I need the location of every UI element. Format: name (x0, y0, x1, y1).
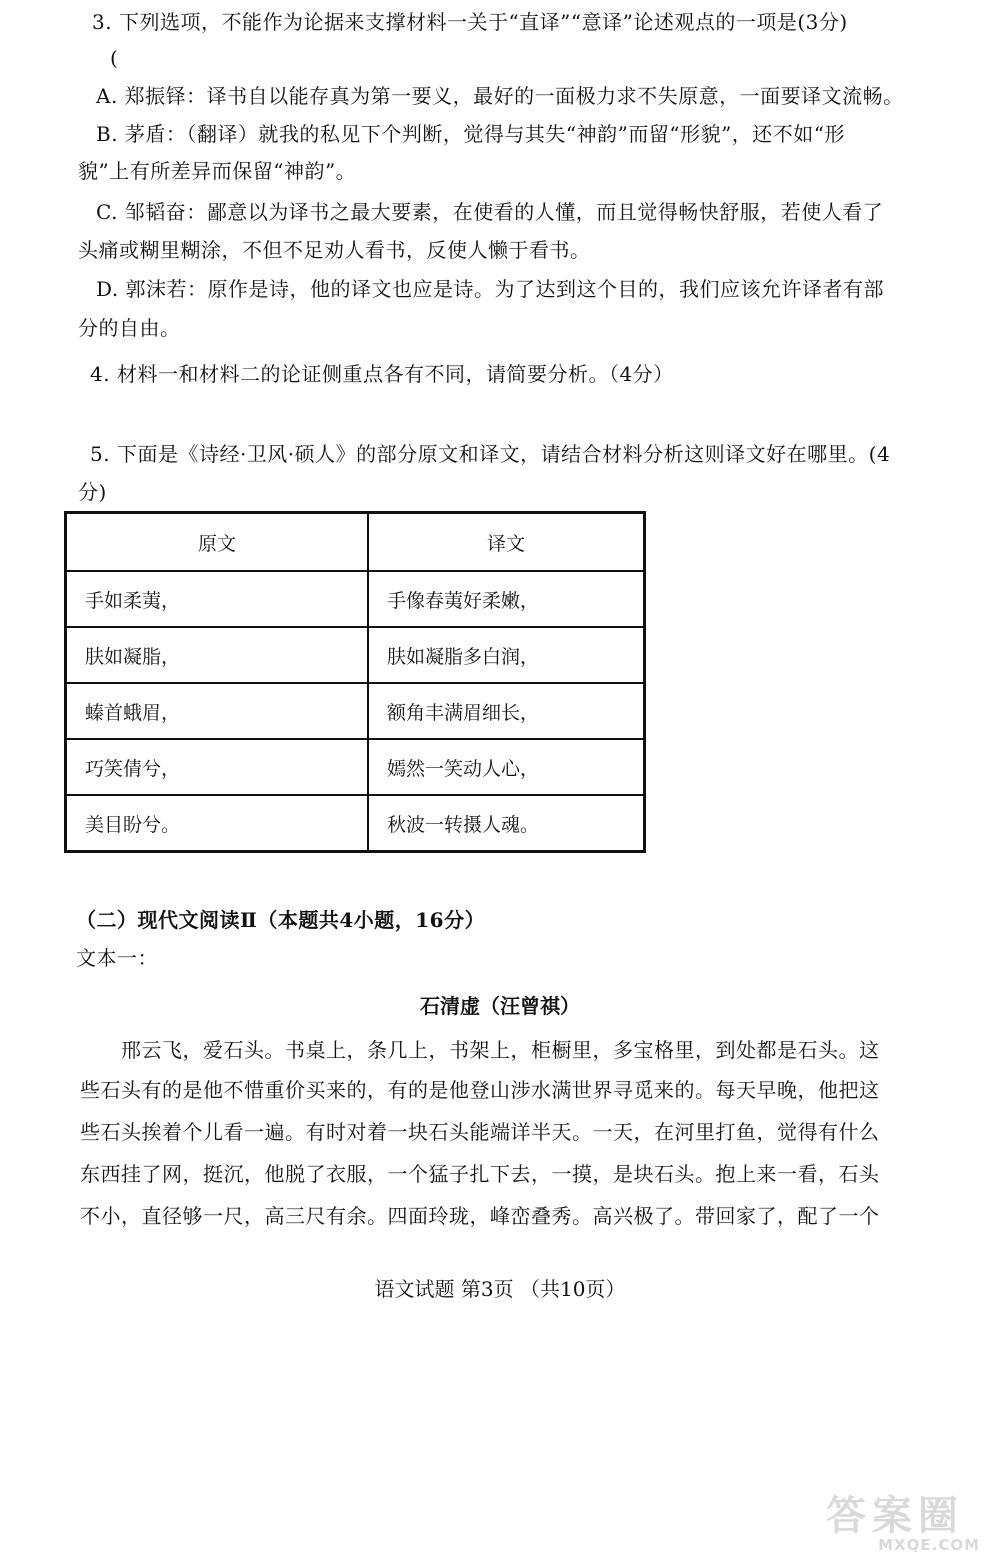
story-paragraph-line: 邢云飞，爱石头。书桌上，条几上，书架上，柜橱里，多宝格里，到处都是石头。这 (80, 1038, 880, 1062)
table-cell-translation: 额角丰满眉细长， (368, 683, 645, 739)
question-5-line1: 5. 下面是《诗经·卫风·硕人》的部分原文和译文，请结合材料分析这则译文好在哪里。(4 (90, 442, 891, 466)
question-5-line2: 分) (78, 480, 107, 504)
watermark-url: MXQE.COM (878, 1536, 980, 1554)
table-cell-original: 手如柔荑， (66, 571, 369, 627)
option-a: A. 郑振铎：译书自以能存真为第一要义，最好的一面极力求不失原意，一面要译文流畅。 (96, 84, 904, 108)
table-cell-original: 巧笑倩兮， (66, 739, 369, 795)
page-footer: 语文试题 第3页 （共10页） (374, 1277, 626, 1301)
table-row (66, 627, 645, 683)
watermark-logo (826, 1493, 986, 1556)
option-c-line2: 头痛或糊里糊涂，不但不足劝人看书，反使人懒于看书。 (78, 238, 591, 262)
table-row (66, 739, 645, 795)
translation-table (64, 511, 646, 853)
story-paragraph-line: 些石头有的是他不惜重价买来的，有的是他登山涉水满世界寻觅来的。每天早晚，他把这 (80, 1078, 880, 1102)
story-paragraph-line: 东西挂了网，挺沉，他脱了衣服，一个猛子扎下去，一摸，是块石头。抱上来一看，石头 (80, 1162, 880, 1186)
watermark-text: 答案圈 (826, 1493, 964, 1539)
option-c-line1: C. 邹韬奋：鄙意以为译书之最大要素，在使看的人懂，而且觉得畅快舒服，若使人看了 (96, 200, 884, 224)
table-header-translation: 译文 (368, 513, 645, 572)
table-header-original: 原文 (66, 513, 369, 572)
table-cell-translation: 嫣然一笑动人心， (368, 739, 645, 795)
section-title: （二）现代文阅读Ⅱ（本题共4小题，16分） (76, 908, 486, 932)
table-cell-original: 螓首蛾眉， (66, 683, 369, 739)
question-4: 4. 材料一和材料二的论证侧重点各有不同，请简要分析。（4分） (90, 362, 674, 386)
table-cell-translation: 手像春荑好柔嫩， (368, 571, 645, 627)
table-cell-original: 美目盼兮。 (66, 795, 369, 852)
text-label: 文本一： (76, 946, 158, 970)
question-3-stem: 3. 下列选项，不能作为论据来支撑材料一关于“直译”“意译”论述观点的一项是(3分) (92, 10, 848, 34)
option-d-line1: D. 郭沫若：原作是诗，他的译文也应是诗。为了达到这个目的，我们应该允许译者有部 (96, 277, 885, 301)
story-paragraph-line: 些石头挨着个儿看一遍。有时对着一块石头能端详半天。一天，在河里打鱼，觉得有什么 (80, 1120, 880, 1144)
table-cell-original: 肤如凝脂， (66, 627, 369, 683)
table-cell-translation: 肤如凝脂多白润， (368, 627, 645, 683)
option-b-line2: 貌”上有所差异而保留“神韵”。 (78, 159, 357, 183)
table-row (66, 571, 645, 627)
story-paragraph-line: 不小，直径够一尺，高三尺有余。四面玲珑，峰峦叠秀。高兴极了。带回家了，配了一个 (80, 1204, 880, 1228)
option-d-line2: 分的自由。 (78, 316, 181, 340)
option-b-line1: B. 茅盾：（翻译）就我的私见下个判断，觉得与其失“神韵”而留“形貌”，还不如“形 (96, 122, 846, 146)
question-3-paren: ( (110, 46, 119, 70)
story-title: 石清虚（汪曾祺） (420, 994, 580, 1018)
table-row (66, 795, 645, 852)
table-header-row (66, 513, 645, 572)
table-cell-translation: 秋波一转摄人魂。 (368, 795, 645, 852)
table-row (66, 683, 645, 739)
